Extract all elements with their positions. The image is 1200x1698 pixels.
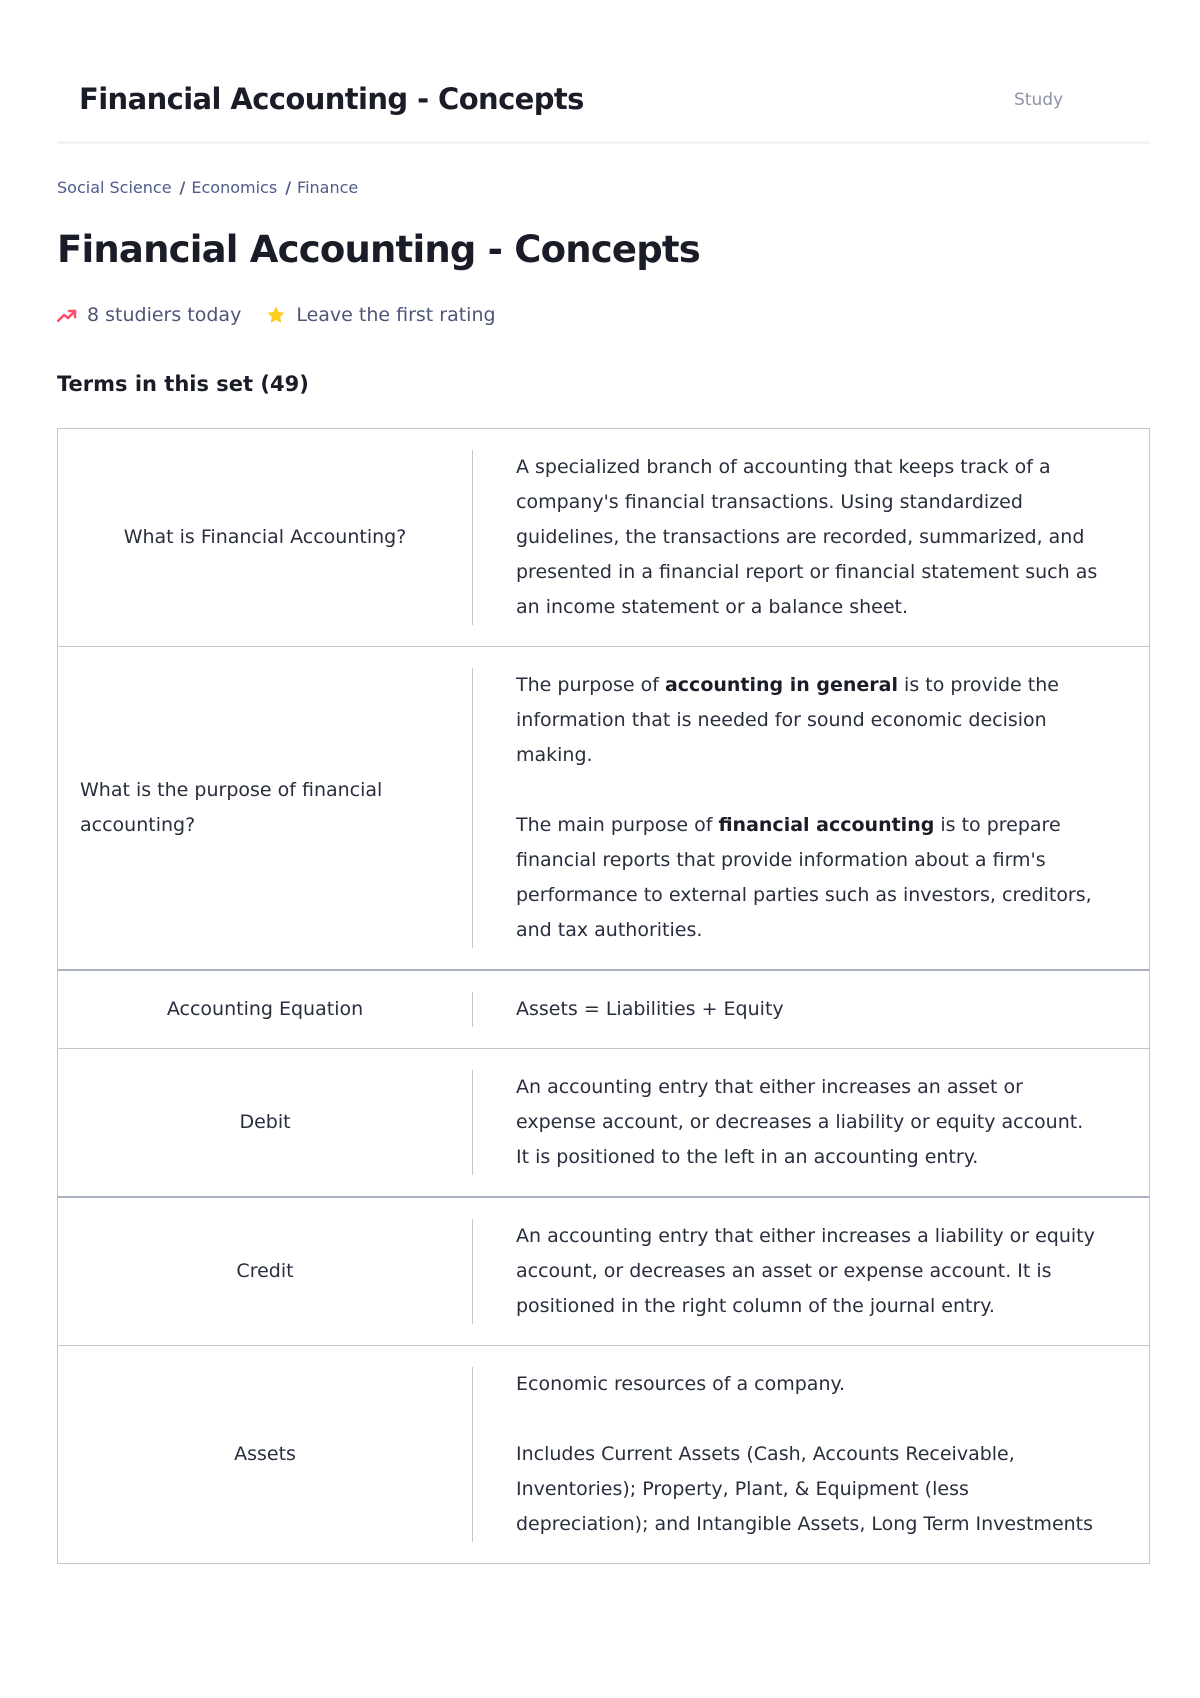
terms-list: [57, 428, 1150, 1564]
definition-paragraph: Assets = Liabilities + Equity: [516, 998, 784, 1020]
study-meta: [57, 300, 496, 330]
term-definition: [473, 1367, 1149, 1542]
term-word: What is the purpose of financial accounting?: [58, 668, 473, 948]
terms-heading: Terms in this set (49): [57, 372, 309, 396]
definition-paragraph: An accounting entry that either increases a liability or equity account, or decreases an asset or expense account. It is positioned in the right column of the journal entry.: [516, 1225, 1095, 1317]
page-title: Financial Accounting - Concepts: [57, 228, 701, 271]
leave-rating-label: Leave the first rating: [296, 304, 496, 326]
term-word: Debit: [58, 1070, 473, 1175]
term-definition: [473, 668, 1149, 948]
breadcrumb-separator: /: [285, 178, 292, 197]
definition-paragraph: A specialized branch of accounting that keeps track of a company's financial transactions. Using standardized guidelines, the transactions are recorded, summarized, and presented in a financial report or financial statement such as an income statement or a balance sheet.: [516, 456, 1098, 618]
term-definition: [473, 992, 1149, 1027]
site-title: Financial Accounting - Concepts: [79, 82, 584, 116]
definition-paragraph: An accounting entry that either increases an asset or expense account, or decreases a liability or equity account. It is positioned to the left in an accounting entry.: [516, 1076, 1084, 1168]
term-word: Assets: [58, 1367, 473, 1542]
definition-text: The purpose of: [516, 674, 665, 696]
term-row[interactable]: [57, 1346, 1150, 1564]
term-definition: [473, 1070, 1149, 1175]
trending-up-icon: [57, 308, 77, 322]
definition-bold-text: accounting in general: [664, 674, 899, 696]
term-row[interactable]: [57, 647, 1150, 971]
definition-paragraph: [516, 668, 1099, 773]
breadcrumb-separator: /: [179, 178, 186, 197]
definition-text: is to provide the information that is needed for sound economic decision making.: [516, 674, 1059, 766]
term-row[interactable]: [57, 1198, 1150, 1346]
definition-paragraph: Economic resources of a company.: [516, 1373, 846, 1395]
breadcrumb-social-science[interactable]: Social Science: [57, 178, 172, 197]
leave-rating-link[interactable]: [266, 304, 495, 326]
term-row[interactable]: [57, 428, 1150, 647]
term-word: Credit: [58, 1219, 473, 1324]
study-link[interactable]: Study: [1014, 90, 1064, 110]
term-row[interactable]: [57, 971, 1150, 1049]
star-icon: [266, 305, 286, 325]
definition-paragraph: [516, 808, 1099, 948]
term-definition: [473, 1219, 1149, 1324]
definition-text: The main purpose of: [516, 814, 719, 836]
term-definition: [473, 450, 1149, 625]
top-header: [57, 60, 1149, 144]
definition-text: is to prepare financial reports that provide information about a firm's performance to external parties such as investors, creditors, and tax authorities.: [516, 814, 1092, 941]
breadcrumb-finance[interactable]: Finance: [297, 178, 359, 197]
definition-bold-text: financial accounting: [718, 814, 935, 836]
definition-paragraph: Includes Current Assets (Cash, Accounts Receivable, Inventories); Property, Plant, & Equipment (less depreciation); and Intangible Assets, Long Term Investments: [516, 1443, 1094, 1535]
breadcrumb: [57, 178, 358, 197]
term-row[interactable]: [57, 1049, 1150, 1198]
term-word: Accounting Equation: [58, 992, 473, 1027]
term-word: What is Financial Accounting?: [58, 450, 473, 625]
breadcrumb-economics[interactable]: Economics: [191, 178, 278, 197]
studiers-count: 8 studiers today: [87, 304, 242, 326]
